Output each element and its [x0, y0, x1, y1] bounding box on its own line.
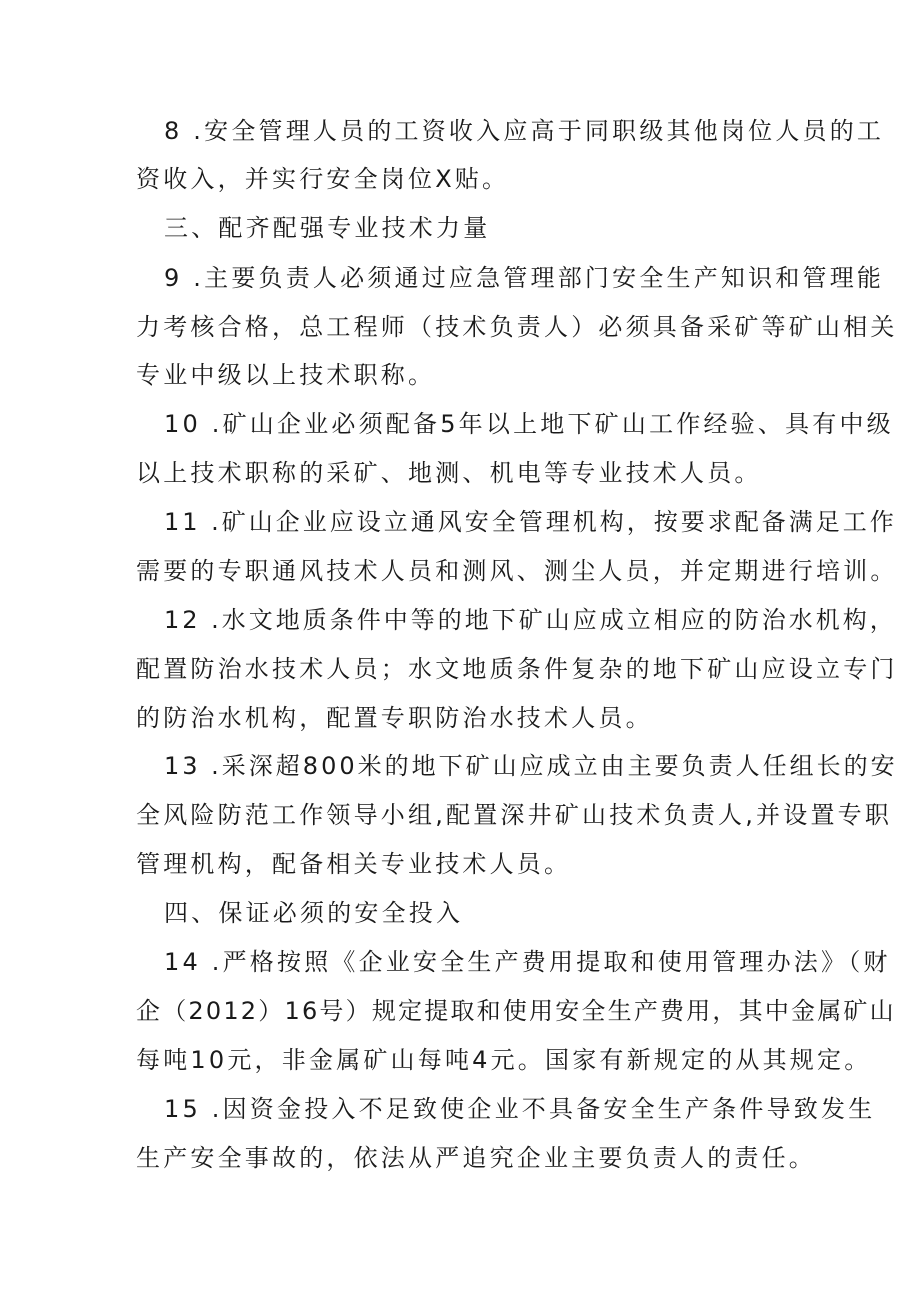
paragraph-15-line-2: 生产安全事故的，依法从严追究企业主要负责人的责任。 — [136, 1144, 816, 1172]
paragraph-14-line-2: 企（2012）16号）规定提取和使用安全生产费用，其中金属矿山 — [136, 997, 896, 1025]
paragraph-14-line-3: 每吨10元，非金属矿山每吨4元。国家有新规定的从其规定。 — [136, 1046, 872, 1074]
paragraph-8-line-1: 8 .安全管理人员的工资收入应高于同职级其他岗位人员的工 — [164, 117, 885, 145]
paragraph-13-line-2: 全风险防范工作领导小组,配置深井矿山技术负责人,并设置专职 — [136, 801, 893, 829]
paragraph-9-line-3: 专业中级以上技术职称。 — [136, 361, 436, 389]
paragraph-10-line-2: 以上技术职称的采矿、地测、机电等专业技术人员。 — [136, 459, 762, 487]
paragraph-10-line-1: 10 .矿山企业必须配备5年以上地下矿山工作经验、具有中级 — [164, 410, 894, 438]
paragraph-8-line-2: 资收入，并实行安全岗位X贴。 — [136, 165, 510, 193]
section-heading-3: 三、配齐配强专业技术力量 — [164, 214, 491, 242]
paragraph-12-line-3: 的防治水机构，配置专职防治水技术人员。 — [136, 704, 653, 732]
paragraph-15-line-1: 15 .因资金投入不足致使企业不具备安全生产条件导致发生 — [164, 1095, 876, 1123]
paragraph-12-line-2: 配置防治水技术人员；水文地质条件复杂的地下矿山应设立专门 — [136, 655, 898, 683]
paragraph-12-line-1: 12 .水文地质条件中等的地下矿山应成立相应的防治水机构， — [164, 606, 897, 634]
paragraph-11-line-2: 需要的专职通风技术人员和测风、测尘人员，并定期进行培训。 — [136, 557, 898, 585]
paragraph-13-line-1: 13 .采深超800米的地下矿山应成立由主要负责人任组长的安 — [164, 752, 898, 780]
section-heading-4: 四、保证必须的安全投入 — [164, 899, 464, 927]
paragraph-11-line-1: 11 .矿山企业应设立通风安全管理机构，按要求配备满足工作 — [164, 508, 897, 536]
paragraph-9-line-1: 9 .主要负责人必须通过应急管理部门安全生产知识和管理能 — [164, 264, 885, 292]
paragraph-14-line-1: 14 .严格按照《企业安全生产费用提取和使用管理办法》（财 — [164, 948, 891, 976]
paragraph-9-line-2: 力考核合格，总工程师（技术负责人）必须具备采矿等矿山相关 — [136, 313, 898, 341]
paragraph-13-line-3: 管理机构，配备相关专业技术人员。 — [136, 850, 572, 878]
